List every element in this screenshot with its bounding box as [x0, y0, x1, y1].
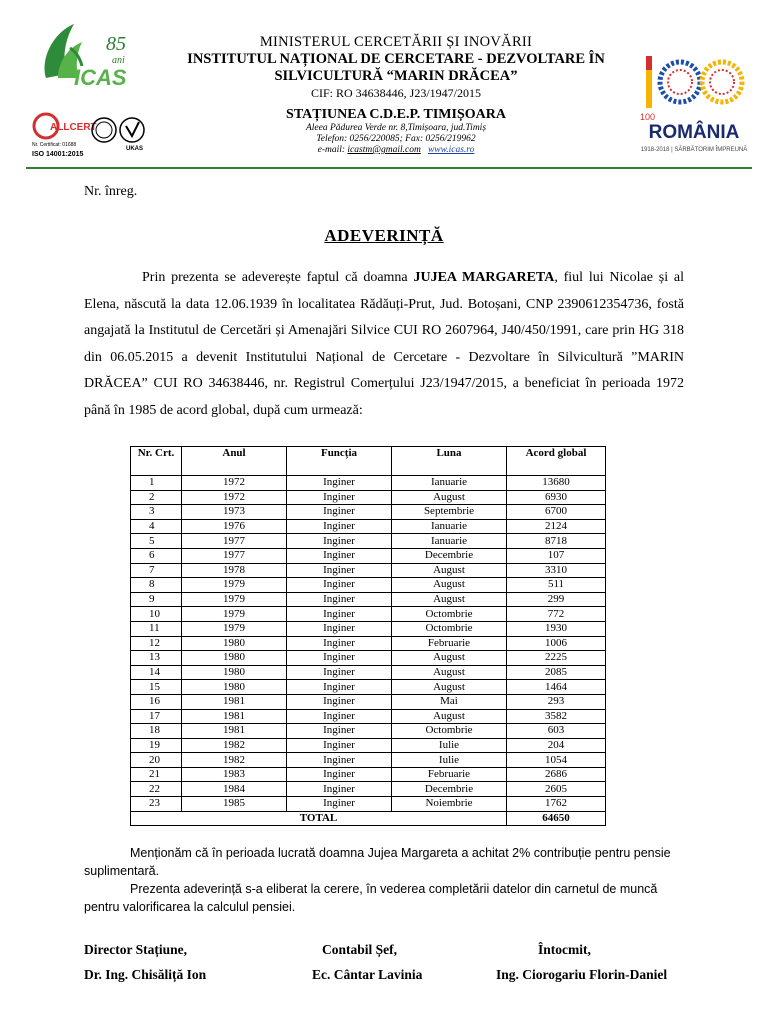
row-function: Inginer [287, 651, 392, 666]
total-label: TOTAL [131, 811, 507, 826]
row-amount: 511 [507, 578, 606, 593]
ministry-line: MINISTERUL CERCETĂRII ȘI INOVĂRII [259, 34, 533, 50]
row-month: Decembrie [392, 548, 507, 563]
row-amount: 1054 [507, 753, 606, 768]
row-amount: 2124 [507, 519, 606, 534]
row-amount: 299 [507, 592, 606, 607]
row-function: Inginer [287, 607, 392, 622]
row-year: 1985 [182, 797, 287, 812]
logo-ani: ani [112, 55, 125, 66]
cif-line: CIF: RO 34638446, J23/1947/2015 [310, 86, 481, 100]
row-nr: 8 [131, 578, 182, 593]
table-row [131, 724, 606, 739]
certification-logos [28, 110, 178, 160]
table-row [131, 563, 606, 578]
row-nr: 12 [131, 636, 182, 651]
intro-part-a: Prin prezenta se adeverește faptul că doamna [142, 270, 414, 285]
row-nr: 18 [131, 724, 182, 739]
row-year: 1984 [182, 782, 287, 797]
row-amount: 1762 [507, 797, 606, 812]
author-name: Ing. Ciorogariu Florin-Daniel [496, 967, 668, 982]
table-row [131, 738, 606, 753]
row-amount: 1930 [507, 621, 606, 636]
row-year: 1979 [182, 592, 287, 607]
romania-centenary-logo [640, 48, 748, 160]
total-value: 64650 [507, 811, 606, 826]
row-function: Inginer [287, 490, 392, 505]
table-row [131, 592, 606, 607]
row-function: Inginer [287, 797, 392, 812]
row-month: August [392, 651, 507, 666]
station-line: STAȚIUNEA C.D.E.P. TIMIȘOARA [286, 107, 506, 122]
logo-85: 85 [106, 33, 126, 55]
intro-part-b: , fiul lui Nicolae și al Elena, născută la data 12.06.1939 în localitatea Rădăuți-Prut, Jud. Botoșani, CNP 2390612354736, fostă angajată la Institutul de Cercetări și Amenajări Silvice CUI RO 2607964, J40/450/1991, care prin HG 318 din 06.05.2015 a devenit Institutului Național de Cercetare - Dezvoltare în Silvicultură ”MARIN DRĂCEA” CUI RO 34638446, nr. Registrul Comerțului J23/1947/2015, a beneficiat în perioada 1972 până în 1985 de acord global, după cum urmează: [84, 270, 684, 418]
row-amount: 293 [507, 694, 606, 709]
row-year: 1979 [182, 578, 287, 593]
row-nr: 10 [131, 607, 182, 622]
contact-line [150, 145, 642, 156]
table-row [131, 767, 606, 782]
table-row [131, 782, 606, 797]
row-amount: 603 [507, 724, 606, 739]
table-row [131, 709, 606, 724]
header-year: Anul [182, 447, 287, 476]
website-link[interactable]: www.icas.ro [427, 145, 475, 155]
row-function: Inginer [287, 753, 392, 768]
row-function: Inginer [287, 563, 392, 578]
row-year: 1982 [182, 738, 287, 753]
work-record-table [130, 446, 606, 826]
email-label: e-mail: [317, 145, 346, 155]
row-nr: 23 [131, 797, 182, 812]
row-amount: 8718 [507, 534, 606, 549]
row-month: Noiembrie [392, 797, 507, 812]
table-row [131, 621, 606, 636]
author-role: Întocmit, [538, 942, 591, 957]
row-month: Decembrie [392, 782, 507, 797]
row-function: Inginer [287, 680, 392, 695]
row-nr: 4 [131, 519, 182, 534]
row-function: Inginer [287, 738, 392, 753]
row-year: 1977 [182, 534, 287, 549]
row-amount: 13680 [507, 476, 606, 491]
table-row [131, 797, 606, 812]
row-amount: 1006 [507, 636, 606, 651]
institute-line-1: INSTITUTUL NAȚIONAL DE CERCETARE - DEZVOLTARE ÎN [187, 51, 605, 67]
row-function: Inginer [287, 694, 392, 709]
row-amount: 204 [507, 738, 606, 753]
table-row [131, 505, 606, 520]
cert-iso: ISO 14001:2015 [32, 151, 84, 158]
row-nr: 3 [131, 505, 182, 520]
intro-paragraph [84, 265, 684, 424]
row-nr: 7 [131, 563, 182, 578]
row-month: August [392, 665, 507, 680]
email-link[interactable]: icastm@gmail.com [347, 145, 421, 155]
table-row [131, 651, 606, 666]
row-function: Inginer [287, 782, 392, 797]
row-function: Inginer [287, 505, 392, 520]
row-amount: 2605 [507, 782, 606, 797]
row-function: Inginer [287, 592, 392, 607]
accountant-name: Ec. Cântar Lavinia [312, 967, 423, 982]
row-month: Octombrie [392, 621, 507, 636]
row-function: Inginer [287, 548, 392, 563]
row-amount: 2225 [507, 651, 606, 666]
row-amount: 2686 [507, 767, 606, 782]
row-year: 1983 [182, 767, 287, 782]
centenary-country: ROMÂNIA [648, 122, 740, 143]
row-nr: 9 [131, 592, 182, 607]
row-month: August [392, 578, 507, 593]
registration-number: Nr. înreg. [84, 184, 138, 199]
row-year: 1976 [182, 519, 287, 534]
allcert-text: ALLCERT [50, 122, 97, 133]
row-month: August [392, 490, 507, 505]
row-year: 1977 [182, 548, 287, 563]
director-name: Dr. Ing. Chisăliță Ion [84, 967, 207, 982]
row-month: August [392, 592, 507, 607]
row-amount: 107 [507, 548, 606, 563]
row-amount: 1464 [507, 680, 606, 695]
table-header-row [131, 447, 606, 476]
document-title: ADEVERINȚĂ [324, 226, 444, 245]
row-year: 1979 [182, 607, 287, 622]
row-nr: 20 [131, 753, 182, 768]
row-year: 1978 [182, 563, 287, 578]
row-month: Ianuarie [392, 534, 507, 549]
row-nr: 15 [131, 680, 182, 695]
row-month: Ianuarie [392, 476, 507, 491]
row-month: Iulie [392, 753, 507, 768]
row-year: 1980 [182, 651, 287, 666]
ukas-text: UKAS [126, 146, 144, 152]
row-month: Septembrie [392, 505, 507, 520]
row-nr: 14 [131, 665, 182, 680]
header-function: Funcția [287, 447, 392, 476]
institute-line-2: SILVICULTURĂ “MARIN DRĂCEA” [274, 68, 518, 84]
row-year: 1981 [182, 694, 287, 709]
address-line: Aleea Pădurea Verde nr. 8,Timișoara, jud.Timiș [305, 123, 487, 133]
phone-line: Telefon: 0256/220085; Fax: 0256/219962 [316, 134, 476, 144]
accountant-role: Contabil Șef, [322, 942, 398, 957]
note-purpose: Prezenta adeverință s-a eliberat la cerere, în vederea completării datelor din carnetul de muncă pentru valorificarea la calculul pensiei. [84, 882, 658, 914]
director-role: Director Stațiune, [84, 942, 187, 957]
row-function: Inginer [287, 665, 392, 680]
row-function: Inginer [287, 636, 392, 651]
row-function: Inginer [287, 519, 392, 534]
row-month: Octombrie [392, 724, 507, 739]
row-nr: 11 [131, 621, 182, 636]
row-amount: 3310 [507, 563, 606, 578]
row-month: Iulie [392, 738, 507, 753]
table-row [131, 636, 606, 651]
icas-logo [36, 18, 144, 90]
row-year: 1979 [182, 621, 287, 636]
row-year: 1981 [182, 709, 287, 724]
header-nr: Nr. Crt. [131, 447, 182, 476]
row-amount: 772 [507, 607, 606, 622]
row-nr: 21 [131, 767, 182, 782]
row-nr: 5 [131, 534, 182, 549]
row-month: Ianuarie [392, 519, 507, 534]
row-month: August [392, 563, 507, 578]
row-month: Februarie [392, 636, 507, 651]
row-function: Inginer [287, 709, 392, 724]
logo-icas-text: ICAS [74, 65, 127, 90]
row-function: Inginer [287, 476, 392, 491]
row-year: 1972 [182, 490, 287, 505]
header-month: Luna [392, 447, 507, 476]
row-amount: 6700 [507, 505, 606, 520]
row-year: 1980 [182, 680, 287, 695]
table-row [131, 534, 606, 549]
row-year: 1973 [182, 505, 287, 520]
row-amount: 2085 [507, 665, 606, 680]
centenary-year: 100 [640, 112, 656, 122]
table-row [131, 607, 606, 622]
table-row [131, 476, 606, 491]
row-month: Octombrie [392, 607, 507, 622]
row-function: Inginer [287, 578, 392, 593]
row-nr: 17 [131, 709, 182, 724]
table-row [131, 490, 606, 505]
person-name: JUJEA MARGARETA [413, 270, 555, 285]
row-nr: 2 [131, 490, 182, 505]
centenary-sub: 1918-2018 | SĂRBĂTORIM ÎMPREUNĂ [640, 147, 748, 153]
table-row [131, 665, 606, 680]
row-nr: 22 [131, 782, 182, 797]
row-month: August [392, 680, 507, 695]
row-nr: 13 [131, 651, 182, 666]
row-nr: 19 [131, 738, 182, 753]
row-year: 1982 [182, 753, 287, 768]
note-contribution: Menționăm că în perioada lucrată doamna Jujea Margareta a achitat 2% contribuție pentru pensie suplimentară. [84, 846, 671, 878]
notes-block [84, 844, 684, 916]
row-function: Inginer [287, 534, 392, 549]
table-row [131, 519, 606, 534]
table-row [131, 548, 606, 563]
header-divider [26, 167, 752, 169]
row-month: Februarie [392, 767, 507, 782]
row-nr: 16 [131, 694, 182, 709]
row-function: Inginer [287, 767, 392, 782]
cert-number: Nr. Certificat: 01688 [32, 142, 77, 148]
table-row [131, 753, 606, 768]
header-block [150, 34, 642, 156]
table-row [131, 578, 606, 593]
row-month: August [392, 709, 507, 724]
row-year: 1972 [182, 476, 287, 491]
table-row [131, 694, 606, 709]
row-nr: 6 [131, 548, 182, 563]
row-year: 1980 [182, 636, 287, 651]
row-amount: 6930 [507, 490, 606, 505]
table-body [131, 476, 606, 812]
row-year: 1981 [182, 724, 287, 739]
row-amount: 3582 [507, 709, 606, 724]
row-year: 1980 [182, 665, 287, 680]
row-month: Mai [392, 694, 507, 709]
table-row [131, 680, 606, 695]
row-function: Inginer [287, 724, 392, 739]
row-function: Inginer [287, 621, 392, 636]
header-amount: Acord global [507, 447, 606, 476]
row-nr: 1 [131, 476, 182, 491]
total-row [131, 811, 606, 826]
